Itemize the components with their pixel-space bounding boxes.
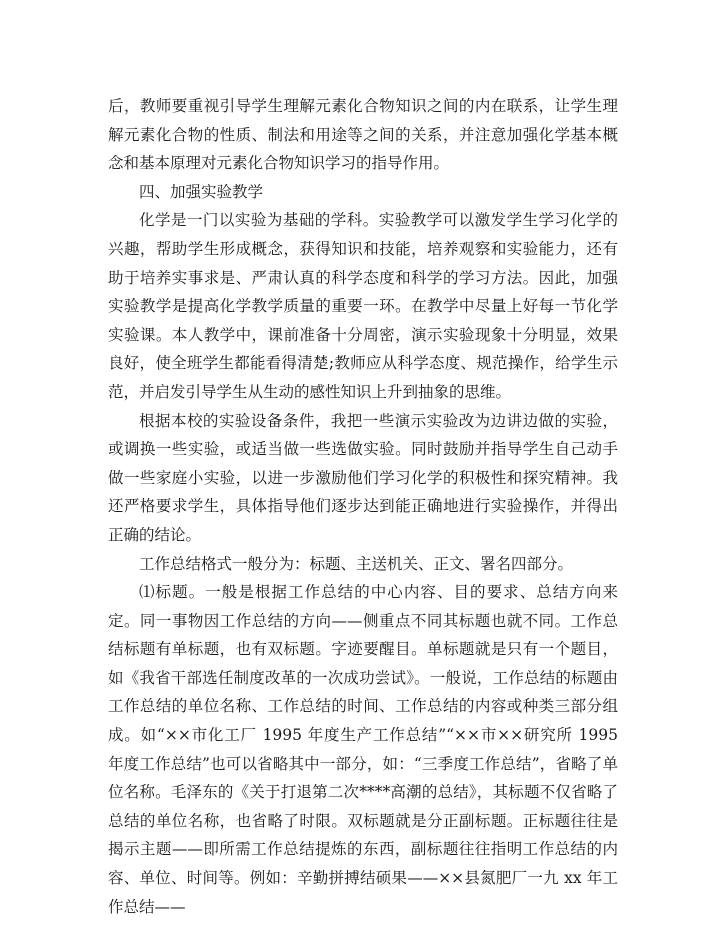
paragraph-experiment-importance: 化学是一门以实验为基础的学科。实验教学可以激发学生学习化学的兴趣，帮助学生形成概念，获得知识和技能，培养观察和实验能力，还有助于培养实事求是、严肃认真的科学态度和科学的学习方法。因此，加强实验教学是提高化学教学质量的重要一环。在教学中尽量上好每一节化学实验课。本人教学中，课前准备十分周密，演示实验现象十分明显，效果良好，使全班学生都能看得清楚;教师应从科学态度、规范操作，给学生示范，并启发引导学生从生动的感性知识上升到抽象的思维。 xyxy=(108,211,618,401)
paragraph-experiment-practice: 根据本校的实验设备条件，我把一些演示实验改为边讲边做的实验，或调换一些实验，或适当做一些选做实验。同时鼓励并指导学生自己动手做一些家庭小实验，以进一步激励他们学习化学的积极性和探究精神。我还严格要求学生，具体指导他们逐步达到能正确地进行实验操作，并得出正确的结论。 xyxy=(108,411,618,544)
paragraph-summary-format: 工作总结格式一般分为：标题、主送机关、正文、署名四部分。 xyxy=(139,554,574,573)
paragraph-title-rules: ⑴标题。一般是根据工作总结的中心内容、目的要求、总结方向来定。同一事物因工作总结的方向——侧重点不同其标题也就不同。工作总结标题有单标题，也有双标题。字迹要醒目。单标题就是只有一个题目，如《我省干部选任制度改革的一次成功尝试》。一般说，工作总结的标题由工作总结的单位名称、工作总结的时间、工作总结的内容或种类三部分组成。如“××市化工厂 1995 年度生产工作总结”“××市××研究所 1995 年度工作总结”也可以省略其中一部分，如：“三季度工作总结”，省略了单位名称。毛泽东的《关于打退第二次****高潮的总结》，其标题不仅省略了总结的单位名称，也省略了时限。双标题就是分正副标题。正标题往往是揭示主题——即所需工作总结提炼的东西，副标题往往指明工作总结的内容、单位、时间等。例如：辛勤拼搏结硕果——××县氮肥厂一九 xx 年工作总结—— xyxy=(108,583,618,916)
paragraph-continuation: 后，教师要重视引导学生理解元素化合物知识之间的内在联系，让学生理解元素化合物的性质、制法和用途等之间的关系，并注意加强化学基本概念和基本原理对元素化合物知识学习的指导作用。 xyxy=(108,97,618,173)
document-body xyxy=(108,92,618,921)
section-heading: 四、加强实验教学 xyxy=(139,182,264,201)
